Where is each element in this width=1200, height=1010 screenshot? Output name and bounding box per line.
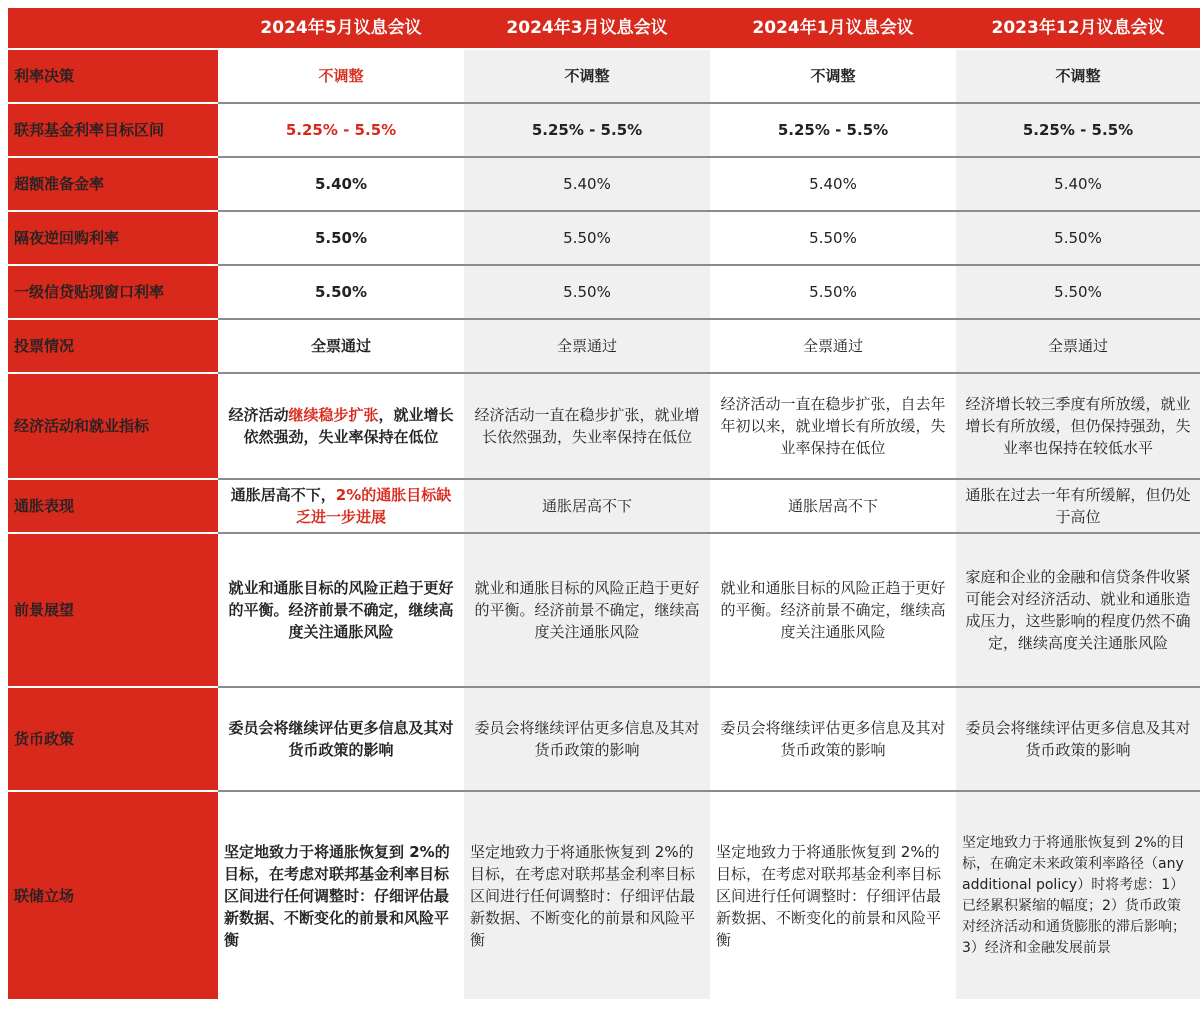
- table-cell: 不调整: [956, 49, 1200, 103]
- table-row-inflation: [8, 479, 1200, 533]
- table-cell: 5.40%: [956, 157, 1200, 211]
- table-cell: 不调整: [464, 49, 710, 103]
- row-label: 联邦基金利率目标区间: [8, 103, 218, 157]
- header-corner: [8, 8, 218, 49]
- row-label: 前景展望: [8, 533, 218, 687]
- fomc-comparison-table: [8, 8, 1200, 999]
- table-row-economic-activity: [8, 373, 1200, 479]
- table-cell: 5.50%: [218, 211, 464, 265]
- table-cell: 不调整: [218, 49, 464, 103]
- header-row: [8, 8, 1200, 49]
- table-row-vote: [8, 319, 1200, 373]
- table-row-rrp: [8, 211, 1200, 265]
- header-col-2024-01: 2024年1月议息会议: [710, 8, 956, 49]
- table-cell: 通胀居高不下: [710, 479, 956, 533]
- highlight-text: 继续稳步扩张: [288, 406, 379, 424]
- table-cell: 5.25% - 5.5%: [464, 103, 710, 157]
- table-cell: 就业和通胀目标的风险正趋于更好的平衡。经济前景不确定，继续高度关注通胀风险: [710, 533, 956, 687]
- cell-text: 经济活动: [228, 406, 289, 424]
- table-cell: 通胀居高不下: [464, 479, 710, 533]
- table-cell: 5.50%: [956, 211, 1200, 265]
- table-cell: 委员会将继续评估更多信息及其对货币政策的影响: [218, 687, 464, 791]
- table-cell: 通胀在过去一年有所缓解，但仍处于高位: [956, 479, 1200, 533]
- highlight-text: 2%的通胀目标缺乏进一步进展: [295, 486, 452, 526]
- row-label: 经济活动和就业指标: [8, 373, 218, 479]
- table-cell: 经济增长较三季度有所放缓，就业增长有所放缓，但仍保持强劲，失业率也保持在较低水平: [956, 373, 1200, 479]
- table-cell: 5.50%: [956, 265, 1200, 319]
- table-cell: 委员会将继续评估更多信息及其对货币政策的影响: [710, 687, 956, 791]
- table-cell: 5.50%: [710, 211, 956, 265]
- row-label: 隔夜逆回购利率: [8, 211, 218, 265]
- header-col-2024-03: 2024年3月议息会议: [464, 8, 710, 49]
- cell-text: ，就业增长依然强劲，失业率保持在低位: [243, 406, 454, 446]
- table-row-ioer: [8, 157, 1200, 211]
- row-label: 超额准备金率: [8, 157, 218, 211]
- cell-text: 通胀居高不下，: [230, 486, 336, 504]
- row-label: 通胀表现: [8, 479, 218, 533]
- table-row-monetary-policy: [8, 687, 1200, 791]
- table-cell: 就业和通胀目标的风险正趋于更好的平衡。经济前景不确定，继续高度关注通胀风险: [218, 533, 464, 687]
- table-cell: 经济活动一直在稳步扩张，就业增长依然强劲，失业率保持在低位: [464, 373, 710, 479]
- row-label: 一级信贷贴现窗口利率: [8, 265, 218, 319]
- table-cell: 5.40%: [218, 157, 464, 211]
- table-cell: 坚定地致力于将通胀恢复到 2%的目标，在考虑对联邦基金利率目标区间进行任何调整时：仔细评估最新数据、不断变化的前景和风险平衡: [710, 791, 956, 999]
- table-cell: 家庭和企业的金融和信贷条件收紧可能会对经济活动、就业和通胀造成压力，这些影响的程度仍然不确定，继续高度关注通胀风险: [956, 533, 1200, 687]
- table-row-fed-stance: [8, 791, 1200, 999]
- table-cell: 委员会将继续评估更多信息及其对货币政策的影响: [464, 687, 710, 791]
- table-cell: 5.25% - 5.5%: [956, 103, 1200, 157]
- header-col-2024-05: 2024年5月议息会议: [218, 8, 464, 49]
- fomc-comparison-table-frame: [8, 8, 1200, 1002]
- table-cell: 5.40%: [464, 157, 710, 211]
- table-cell: 5.50%: [464, 211, 710, 265]
- table-cell: 5.50%: [710, 265, 956, 319]
- table-cell: 不调整: [710, 49, 956, 103]
- table-cell: 全票通过: [710, 319, 956, 373]
- table-row-discount-window: [8, 265, 1200, 319]
- table-cell: [218, 479, 464, 533]
- row-label: 投票情况: [8, 319, 218, 373]
- table-row-fed-funds-range: [8, 103, 1200, 157]
- row-label: 货币政策: [8, 687, 218, 791]
- table-cell: 5.25% - 5.5%: [710, 103, 956, 157]
- table-cell: 委员会将继续评估更多信息及其对货币政策的影响: [956, 687, 1200, 791]
- table-cell: 坚定地致力于将通胀恢复到 2%的目标，在确定未来政策利率路径（any additional policy）时将考虑：1）已经累积紧缩的幅度；2）货币政策对经济活动和通货膨胀的滞后影响；3）经济和金融发展前景: [956, 791, 1200, 999]
- table-cell: 5.40%: [710, 157, 956, 211]
- table-cell: 5.25% - 5.5%: [218, 103, 464, 157]
- table-cell: 5.50%: [464, 265, 710, 319]
- table-cell: 坚定地致力于将通胀恢复到 2%的目标，在考虑对联邦基金利率目标区间进行任何调整时：仔细评估最新数据、不断变化的前景和风险平衡: [464, 791, 710, 999]
- table-cell: 5.50%: [218, 265, 464, 319]
- table-cell: 全票通过: [218, 319, 464, 373]
- header-col-2023-12: 2023年12月议息会议: [956, 8, 1200, 49]
- table-cell: [218, 373, 464, 479]
- table-cell: 就业和通胀目标的风险正趋于更好的平衡。经济前景不确定，继续高度关注通胀风险: [464, 533, 710, 687]
- row-label: 联储立场: [8, 791, 218, 999]
- table-cell: 经济活动一直在稳步扩张，自去年年初以来，就业增长有所放缓，失业率保持在低位: [710, 373, 956, 479]
- table-cell: 全票通过: [464, 319, 710, 373]
- row-label: 利率决策: [8, 49, 218, 103]
- table-cell: 全票通过: [956, 319, 1200, 373]
- table-row-rate-decision: [8, 49, 1200, 103]
- table-cell: 坚定地致力于将通胀恢复到 2%的目标，在考虑对联邦基金利率目标区间进行任何调整时：仔细评估最新数据、不断变化的前景和风险平衡: [218, 791, 464, 999]
- table-row-outlook: [8, 533, 1200, 687]
